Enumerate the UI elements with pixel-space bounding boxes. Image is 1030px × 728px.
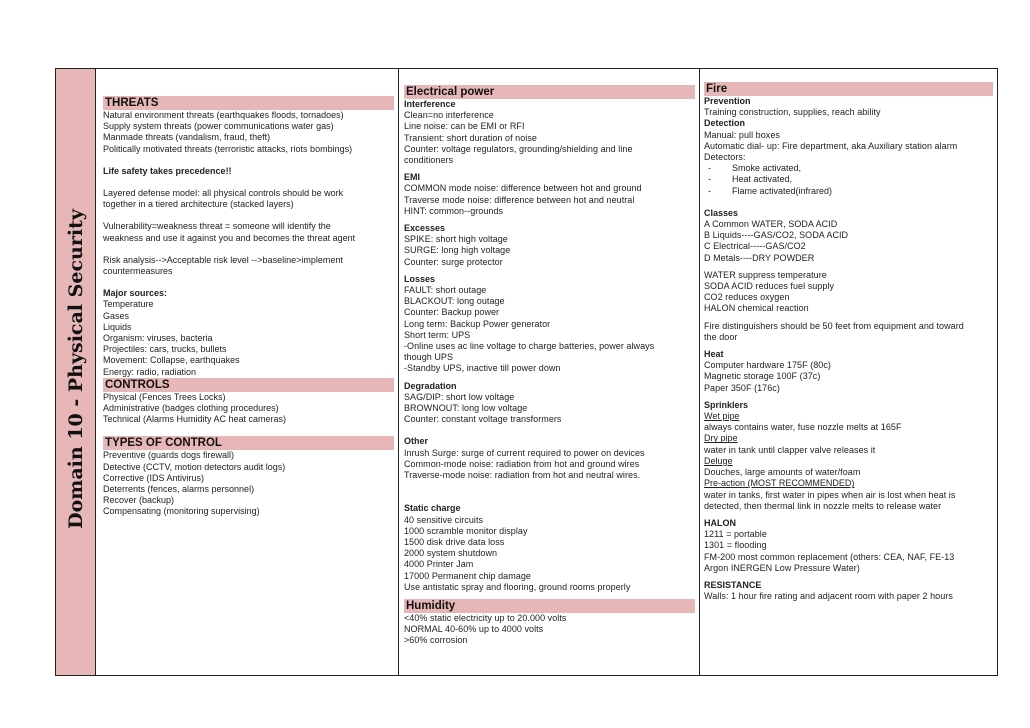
major-sources-heading: Major sources: <box>103 288 168 299</box>
static-line: 1500 disk drive data loss <box>404 536 505 547</box>
threats-heading: THREATS <box>103 96 394 110</box>
risk-line: Risk analysis-->Acceptable risk level -->baseline>implement <box>103 254 343 265</box>
emi-heading: EMI <box>404 172 421 183</box>
halon-line: 1301 = flooding <box>704 540 767 551</box>
emi-line: Traverse mode noise: difference between hot and neutral <box>404 194 635 205</box>
static-line: 40 sensitive circuits <box>404 514 484 525</box>
suppress-line: HALON chemical reaction <box>704 303 809 314</box>
interference-line: conditioners <box>404 155 454 166</box>
heat-line: Paper 350F (176c) <box>704 382 780 393</box>
other-line: Inrush Surge: surge of current required to power on devices <box>404 447 645 458</box>
fire-heading: Fire <box>704 82 993 96</box>
threats-line: Natural environment threats (earthquakes floods, tornadoes) <box>103 110 344 120</box>
bullet-dash: - <box>708 163 711 174</box>
humidity-heading: Humidity <box>404 599 695 613</box>
control-type-line: Recover (backup) <box>103 495 175 506</box>
control-type-line: Compensating (monitoring supervising) <box>103 506 260 517</box>
vulnerability-line: Vulnerability=weakness threat = someone will identify the <box>103 221 331 232</box>
halon-line: Argon INERGEN Low Pressure Water) <box>704 562 860 573</box>
life-safety-note: Life safety takes precedence!! <box>103 165 232 176</box>
excesses-line: SPIKE: short high voltage <box>404 234 508 245</box>
controls-heading: CONTROLS <box>103 378 394 392</box>
bullet-dash: - <box>708 185 711 196</box>
static-line: 2000 system shutdown <box>404 548 498 559</box>
major-source-item: Projectiles: cars, trucks, bullets <box>103 344 227 355</box>
humidity-line: <40% static electricity up to 20.000 volts <box>404 612 567 623</box>
wet-pipe-text: always contains water, fuse nozzle melts at 165F <box>704 422 902 433</box>
preaction-label: Pre-action (MOST RECOMMENDED) <box>704 478 855 489</box>
excesses-heading: Excesses <box>404 223 446 234</box>
losses-line: Long term: Backup Power generator <box>404 318 551 329</box>
other-line: Common-mode noise: radiation from hot and ground wires <box>404 458 640 469</box>
domain-sidebar <box>56 69 96 675</box>
halon-line: 1211 = portable <box>704 529 767 540</box>
threats-line: Politically motivated threats (terroristic attacks, riots bombings) <box>103 143 353 154</box>
losses-line: -Standby UPS, inactive till power down <box>404 363 561 374</box>
deluge-text: Douches, large amounts of water/foam <box>704 467 861 478</box>
column-electrical <box>399 69 700 675</box>
suppress-line: SODA ACID reduces fuel supply <box>704 281 835 292</box>
suppress-line: WATER suppress temperature <box>704 269 827 280</box>
dry-pipe-text: water in tank until clapper valve releases it <box>704 444 876 455</box>
controls-line: Administrative (badges clothing procedures) <box>103 403 279 414</box>
resistance-heading: RESISTANCE <box>704 579 762 590</box>
control-type-line: Preventive (guards dogs firewall) <box>103 450 235 461</box>
study-sheet <box>55 68 998 676</box>
interference-heading: Interference <box>404 99 456 109</box>
losses-line: Short term: UPS <box>404 329 471 340</box>
interference-line: Line noise: can be EMI or RFI <box>404 121 525 132</box>
heat-heading: Heat <box>704 349 724 360</box>
degradation-line: BROWNOUT: long low voltage <box>404 403 528 414</box>
domain-title: Domain 10 - Physical Security <box>65 209 87 529</box>
detection-line: Manual: pull boxes <box>704 129 780 140</box>
class-line: B Liquids----GAS/CO2, SODA ACID <box>704 230 849 241</box>
humidity-line: NORMAL 40-60% up to 4000 volts <box>404 624 544 635</box>
detection-line: Automatic dial- up: Fire department, aka Auxiliary station alarm <box>704 140 958 151</box>
threats-line: Manmade threats (vandalism, fraud, theft) <box>103 132 271 143</box>
preaction-text: detected, then thermal link in nozzle melts to release water <box>704 500 942 511</box>
layered-line: together in a tiered architecture (stacked layers) <box>103 199 294 210</box>
control-type-line: Corrective (IDS Antivirus) <box>103 472 205 483</box>
other-heading: Other <box>404 436 429 447</box>
excesses-line: SURGE: long high voltage <box>404 245 511 256</box>
losses-line: though UPS <box>404 352 454 363</box>
major-source-item: Energy: radio, radiation <box>103 366 197 377</box>
suppress-line: CO2 reduces oxygen <box>704 292 790 303</box>
static-charge-heading: Static charge <box>404 503 461 514</box>
degradation-line: Counter: constant voltage transformers <box>404 414 562 425</box>
major-source-item: Movement: Collapse, earthquakes <box>103 355 240 366</box>
controls-line: Technical (Alarms Humidity AC heat cameras) <box>103 414 287 425</box>
bullet-dash: - <box>708 174 711 185</box>
other-line: Traverse-mode noise: radiation from hot and neutral wires. <box>404 470 641 481</box>
degradation-heading: Degradation <box>404 380 457 391</box>
interference-line: Transient: short duration of noise <box>404 132 537 143</box>
major-source-item: Temperature <box>103 299 154 310</box>
heat-line: Computer hardware 175F (80c) <box>704 360 831 371</box>
major-source-item: Liquids <box>103 321 132 332</box>
class-line: D Metals----DRY POWDER <box>704 252 815 263</box>
prevention-heading: Prevention <box>704 96 751 106</box>
sprinklers-heading: Sprinklers <box>704 399 749 410</box>
halon-line: FM-200 most common replacement (others: CEA, NAF, FE-13 <box>704 551 955 562</box>
class-line: A Common WATER, SODA ACID <box>704 219 838 230</box>
resistance-line: Walls: 1 hour fire rating and adjacent room with paper 2 hours <box>704 591 953 602</box>
major-source-item: Organism: viruses, bacteria <box>103 333 213 344</box>
detector-item: - Heat activated, <box>708 174 793 185</box>
dry-pipe-label: Dry pipe <box>704 433 738 444</box>
detection-heading: Detection <box>704 118 746 129</box>
threats-line: Supply system threats (power communications water gas) <box>103 121 334 132</box>
halon-heading: HALON <box>704 517 736 528</box>
static-line: 1000 scramble monitor display <box>404 525 528 536</box>
classes-heading: Classes <box>704 207 739 218</box>
column-threats <box>96 69 399 675</box>
humidity-line: >60% corrosion <box>404 635 468 646</box>
layered-line: Layered defense model: all physical controls should be work <box>103 188 344 199</box>
losses-line: FAULT: short outage <box>404 285 487 296</box>
preaction-text: water in tanks, first water in pipes when air is lost when heat is <box>704 489 956 500</box>
losses-line: BLACKOUT: long outage <box>404 296 505 307</box>
degradation-line: SAG/DIP: short low voltage <box>404 391 515 402</box>
extinguisher-line: the door <box>704 331 738 342</box>
prevention-line: Training construction, supplies, reach ability <box>704 107 881 118</box>
losses-heading: Losses <box>404 273 436 284</box>
risk-line: countermeasures <box>103 266 173 277</box>
static-line: 4000 Printer Jam <box>404 559 474 570</box>
detector-item: - Smoke activated, <box>708 163 802 174</box>
major-source-item: Gases <box>103 310 130 321</box>
losses-line: -Online uses ac line voltage to charge batteries, power always <box>404 341 655 352</box>
control-type-line: Deterrents (fences, alarms personnel) <box>103 484 255 495</box>
emi-line: HINT: common--grounds <box>404 205 504 216</box>
detector-item: - Flame activated(infrared) <box>708 185 833 196</box>
detection-line: Detectors: <box>704 152 746 163</box>
interference-line: Clean=no interference <box>404 110 494 121</box>
column-fire <box>700 69 997 675</box>
heat-line: Magnetic storage 100F (37c) <box>704 371 821 382</box>
types-of-control-heading: TYPES OF CONTROL <box>103 436 394 450</box>
excesses-line: Counter: surge protector <box>404 256 503 267</box>
interference-line: Counter: voltage regulators, grounding/shielding and line <box>404 143 633 154</box>
extinguisher-line: Fire distinguishers should be 50 feet from equipment and toward <box>704 320 964 331</box>
static-line: Use antistatic spray and flooring, ground rooms properly <box>404 581 631 592</box>
static-line: 17000 Permanent chip damage <box>404 570 531 581</box>
wet-pipe-label: Wet pipe <box>704 411 740 422</box>
control-type-line: Detective (CCTV, motion detectors audit logs) <box>103 461 286 472</box>
deluge-label: Deluge <box>704 455 733 466</box>
controls-line: Physical (Fences Trees Locks) <box>103 391 226 402</box>
losses-line: Counter: Backup power <box>404 307 500 318</box>
class-line: C Electrical-----GAS/CO2 <box>704 241 806 252</box>
electrical-power-heading: Electrical power <box>404 85 695 99</box>
emi-line: COMMON mode noise: difference between hot and ground <box>404 183 642 194</box>
vulnerability-line: weakness and use it against you and becomes the threat agent <box>103 232 356 243</box>
